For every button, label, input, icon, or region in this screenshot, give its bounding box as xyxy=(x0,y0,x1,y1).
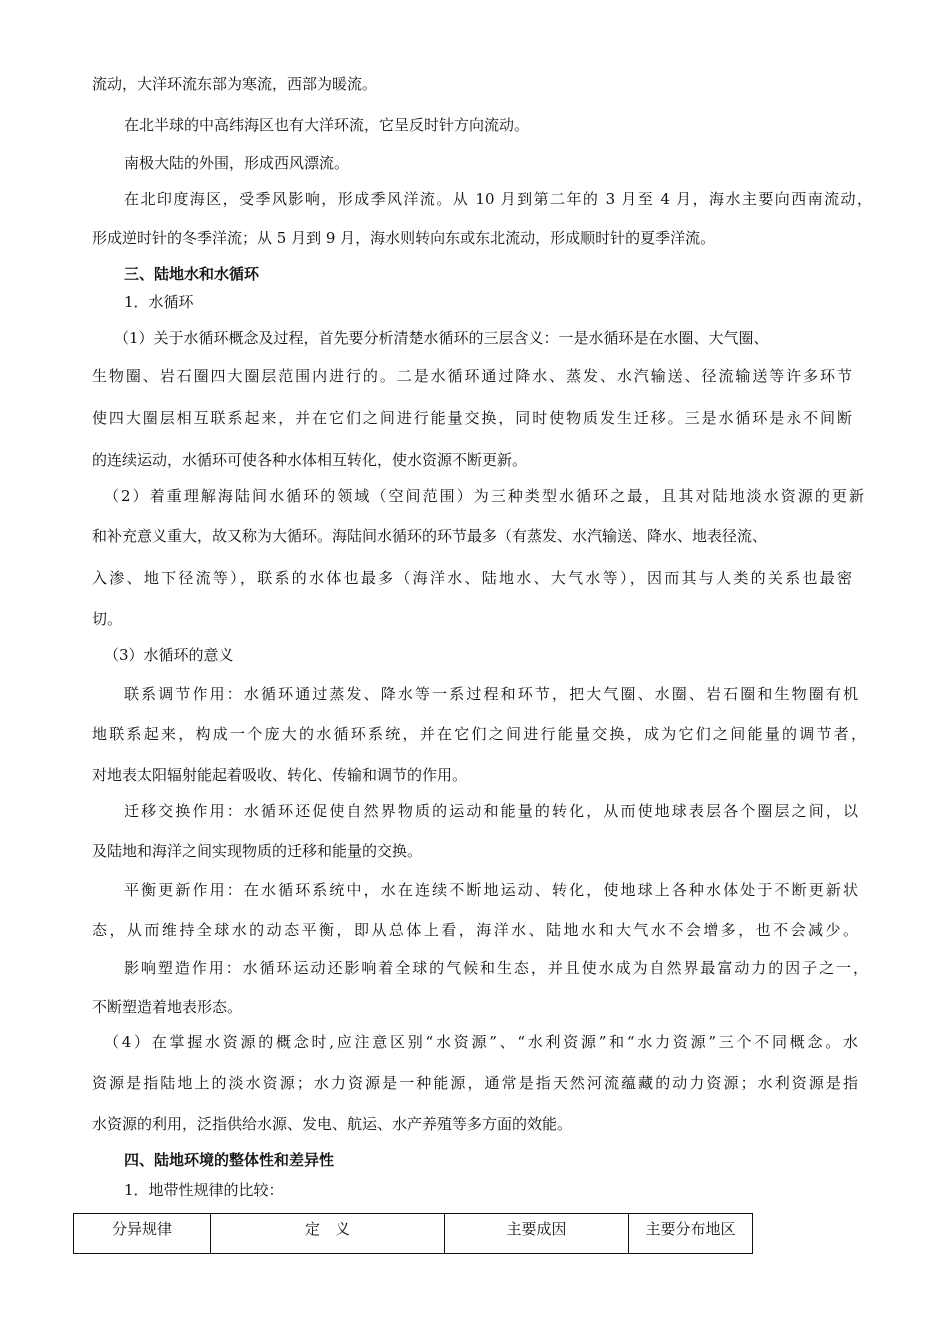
table-header-row xyxy=(74,1214,753,1254)
paragraph-line: 对地表太阳辐射能起着吸收、转化、传输和调节的作用。 xyxy=(92,766,468,784)
paragraph-line: 平衡更新作用：在水循环系统中，水在连续不断地运动、转化，使地球上各种水体处于不断更新状 xyxy=(124,881,858,899)
paragraph-line: （2）着重理解海陆间水循环的领域（空间范围）为三种类型水循环之最，且其对陆地淡水资源的更新 xyxy=(104,487,864,505)
paragraph-line: 南极大陆的外围，形成西风漂流。 xyxy=(124,154,350,172)
paragraph-line: 使四大圈层相互联系起来，并在它们之间进行能量交换，同时使物质发生迁移。三是水循环是永不间断 xyxy=(92,409,852,427)
paragraph-line: （1）关于水循环概念及过程，首先要分析清楚水循环的三层含义：一是水循环是在水圈、大气圈、 xyxy=(114,329,769,347)
table-header-cell: 分异规律 xyxy=(74,1214,211,1254)
paragraph-line: 切。 xyxy=(92,610,123,628)
paragraph-line: 及陆地和海洋之间实现物质的迁移和能量的交换。 xyxy=(92,842,423,860)
paragraph-line: 的连续运动，水循环可使各种水体相互转化，使水资源不断更新。 xyxy=(92,451,528,469)
paragraph-line: 地联系起来，构成一个庞大的水循环系统，并在它们之间进行能量交换，成为它们之间能量的调节者， xyxy=(92,725,866,743)
paragraph-line: 形成逆时针的冬季洋流；从 5 月到 9 月，海水则转向东或东北流动，形成顺时针的夏季洋流。 xyxy=(92,229,716,247)
paragraph-line: 流动，大洋环流东部为寒流，西部为暖流。 xyxy=(92,75,378,93)
paragraph-line: 和补充意义重大，故又称为大循环。海陆间水循环的环节最多（有蒸发、水汽输送、降水、地表径流、 xyxy=(92,527,768,545)
paragraph-line: 在北半球的中高纬海区也有大洋环流，它呈反时针方向流动。 xyxy=(124,116,530,134)
paragraph-line: （4）在掌握水资源的概念时,应注意区别“水资源”、“水利资源”和“水力资源”三个不同概念。水 xyxy=(104,1033,858,1051)
paragraph-line: 迁移交换作用：水循环还促使自然界物质的运动和能量的转化，从而使地球表层各个圈层之间，以 xyxy=(124,802,858,820)
section-heading: 四、陆地环境的整体性和差异性 xyxy=(124,1151,335,1169)
paragraph-line: 不断塑造着地表形态。 xyxy=(92,998,243,1016)
paragraph-line: 生物圈、岩石圈四大圈层范围内进行的。二是水循环通过降水、蒸发、水汽输送、径流输送等许多环节 xyxy=(92,367,852,385)
paragraph-line: 在北印度海区，受季风影响，形成季风洋流。从 10 月到第二年的 3 月至 4 月，海水主要向西南流动， xyxy=(124,190,872,208)
paragraph-line: 水资源的利用，泛指供给水源、发电、航运、水产养殖等多方面的效能。 xyxy=(92,1115,573,1133)
paragraph-line: （3）水循环的意义 xyxy=(104,646,234,664)
paragraph-line: 入渗、地下径流等），联系的水体也最多（海洋水、陆地水、大气水等），因而其与人类的关系也最密 xyxy=(92,569,852,587)
zonation-table xyxy=(73,1213,753,1254)
paragraph-line: 影响塑造作用：水循环运动还影响着全球的气候和生态，并且使水成为自然界最富动力的因子之一， xyxy=(124,959,868,977)
subsection-heading: 1．地带性规律的比较： xyxy=(124,1181,284,1199)
paragraph-line: 资源是指陆地上的淡水资源；水力资源是一种能源，通常是指天然河流蕴藏的动力资源；水利资源是指 xyxy=(92,1074,858,1092)
table-header-cell: 定 义 xyxy=(211,1214,445,1254)
paragraph-line: 联系调节作用：水循环通过蒸发、降水等一系过程和环节，把大气圈、水圈、岩石圈和生物圈有机 xyxy=(124,685,858,703)
section-heading: 三、陆地水和水循环 xyxy=(124,265,260,283)
table-header-cell: 主要成因 xyxy=(445,1214,629,1254)
table-header-cell: 主要分布地区 xyxy=(629,1214,753,1254)
subsection-heading: 1．水循环 xyxy=(124,293,194,311)
paragraph-line: 态，从而维持全球水的动态平衡，即从总体上看，海洋水、陆地水和大气水不会增多，也不会减少。 xyxy=(92,921,858,939)
